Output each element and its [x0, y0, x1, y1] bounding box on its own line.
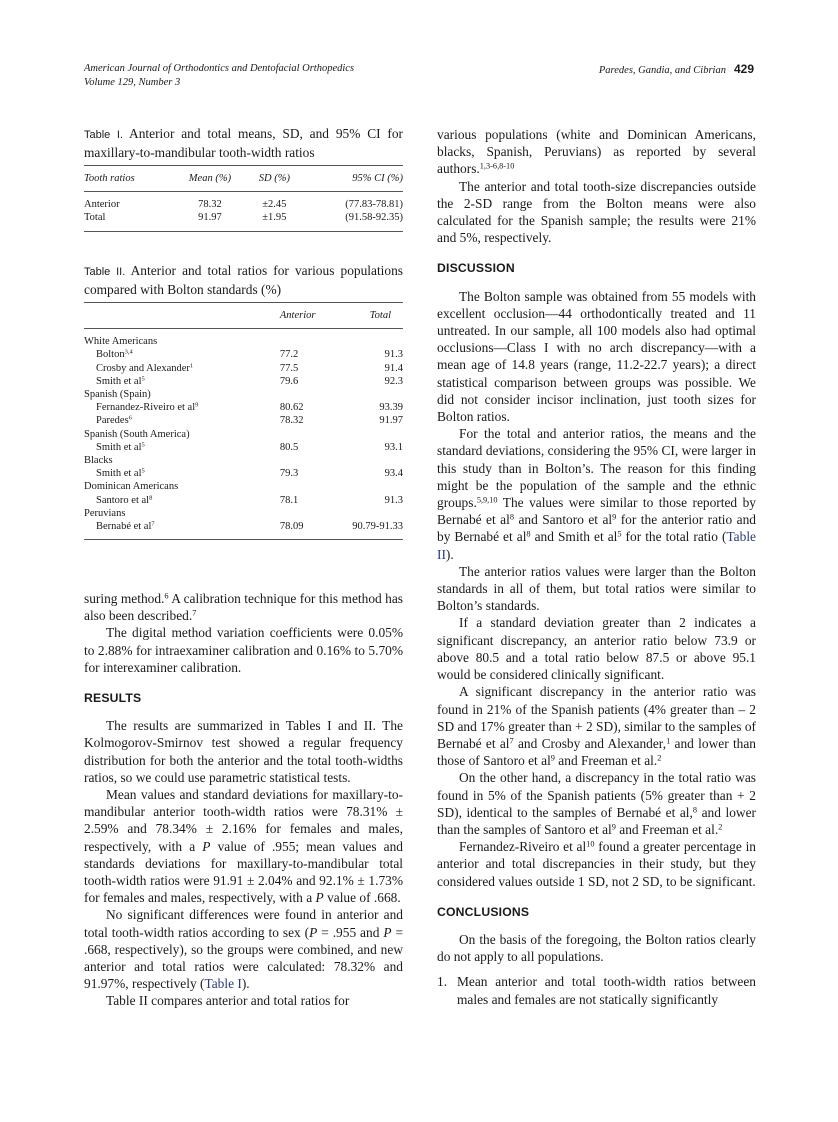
citation: 8	[149, 494, 153, 502]
paragraph	[437, 126, 756, 178]
source-name: Fernandez-Riveiro et al	[96, 402, 196, 414]
citation: 8	[509, 512, 514, 522]
column-header: Total	[336, 303, 403, 329]
running-header-left	[84, 62, 354, 90]
authors: Paredes, Gandia, and Cibrian	[598, 65, 726, 76]
list-text	[457, 973, 756, 1007]
anterior-cell: 77.5	[279, 362, 299, 374]
table-1-grid	[84, 165, 403, 232]
anterior-cell: 78.32	[279, 415, 304, 427]
table-reference-link[interactable]: Table II	[437, 529, 756, 562]
text-run: ).	[241, 976, 250, 992]
citation: 2	[718, 822, 723, 832]
text-run: and Crosby and Alexander,	[513, 735, 667, 751]
paragraph	[84, 624, 403, 676]
table-2-grid	[84, 302, 403, 540]
total-cell: 92.3	[384, 375, 403, 387]
section-heading: RESULTS	[84, 691, 142, 706]
table-cell: ±2.45	[262, 199, 287, 211]
text-run: and lower than the samples of Santoro et al	[437, 804, 756, 837]
table-1	[84, 125, 403, 232]
text-run: The digital method variation coefficients were 0.05% to 2.88% for intraexaminer calibration and 0.16% to 5.70% for interexaminer calibration.	[84, 625, 403, 675]
total-cell: 91.4	[384, 362, 403, 374]
total-cell: 93.1	[384, 441, 403, 453]
group-label: Spanish (South America)	[84, 428, 190, 440]
table-row	[84, 375, 403, 388]
citation: 9	[611, 822, 616, 832]
paragraph	[84, 906, 403, 992]
text-run: If a standard deviation greater than 2 indicates a significant discrepancy, an anterior ratio below 73.9 or above 80.5 and a total ratio below 87.5 or above 95.1 would be considered clinically significant.	[437, 615, 756, 683]
text-run: No significant differences were found in anterior and total tooth-width ratios according to sex (	[84, 907, 403, 940]
anterior-cell: 80.62	[279, 402, 304, 414]
italic-symbol: P	[309, 924, 318, 940]
table-1-label: Table I.	[84, 129, 123, 141]
text-run: and lower than those of Santoro et al	[437, 735, 756, 769]
paragraph	[84, 992, 403, 1009]
table-row	[84, 401, 403, 414]
citation: 10	[586, 839, 595, 849]
source-name: Smith et al	[96, 468, 142, 480]
table-1-title: Anterior and total means, SD, and 95% CI for maxillary-to-mandibular tooth-width ratios	[84, 126, 404, 160]
table-2-title: Anterior and total ratios for various populations compared with Bolton standards (%)	[84, 263, 403, 297]
source-name: Smith et al	[96, 441, 142, 453]
citation: 7	[192, 608, 197, 618]
text-run: = .955 and	[317, 924, 384, 940]
source-cell	[84, 362, 250, 375]
text-run: ).	[445, 546, 454, 562]
citation: 6	[128, 414, 132, 422]
citation: 6	[164, 591, 169, 601]
source-name: Crosby and Alexander	[96, 362, 190, 374]
anterior-cell: 79.3	[279, 468, 299, 480]
text-run: Fernandez-Riveiro et al	[459, 839, 587, 855]
citation: 1	[666, 736, 671, 746]
left-column-text	[84, 590, 403, 1010]
paragraph	[437, 838, 756, 890]
table-row	[84, 192, 403, 212]
citation: 8	[692, 805, 698, 815]
citation: 7	[151, 520, 155, 528]
column-header: Mean (%)	[173, 166, 247, 192]
table-2-caption	[84, 262, 403, 298]
group-label: Dominican Americans	[84, 481, 179, 493]
total-cell: 93.39	[379, 402, 403, 414]
table-row	[84, 494, 403, 507]
citation: 8	[526, 529, 531, 539]
table-cell: 91.97	[173, 211, 247, 231]
text-run: various populations (white and Dominican Americans, blacks, Spanish, Peruvians) as reported by several authors.	[437, 127, 756, 177]
source-cell	[84, 467, 250, 480]
source-cell	[84, 441, 250, 454]
right-column-text	[437, 126, 756, 1008]
text-run: for the total ratio (	[621, 529, 727, 545]
citation: 9	[195, 401, 199, 409]
table-2-label: Table II.	[84, 266, 126, 278]
citation: 1	[189, 362, 194, 370]
citation: 5	[141, 375, 145, 383]
source-cell	[84, 494, 250, 507]
text-run: The anterior and total tooth-size discrepancies outside the 2-SD range from the Bolton means were also calculated for the Spanish sample; the results were 21% and 5%, respectively.	[437, 178, 756, 246]
italic-symbol: P	[383, 924, 392, 940]
paragraph	[84, 786, 403, 906]
table-row	[84, 467, 403, 480]
anterior-cell: 79.6	[279, 375, 299, 387]
text-run: found a greater percentage in anterior and total discrepancies in their study, but they considered values outside 1 SD, not 2 SD, to be significant.	[437, 839, 756, 889]
source-name: Bernabé et al	[96, 521, 152, 533]
citation: 5	[617, 529, 622, 539]
citation: 5	[141, 467, 145, 475]
table-group-row	[84, 507, 403, 520]
citation: 3,4	[124, 348, 133, 356]
paragraph	[437, 683, 756, 769]
citation: 5	[141, 441, 145, 449]
page-number: 429	[733, 62, 754, 76]
total-cell: 91.3	[384, 494, 403, 506]
paragraph	[437, 769, 756, 838]
column-header: 95% CI (%)	[302, 166, 403, 192]
source-cell	[84, 414, 250, 427]
column-header: Tooth ratios	[84, 166, 173, 192]
source-cell	[84, 401, 250, 414]
table-cell: (91.58-92.35)	[302, 211, 403, 231]
text-run: On the other hand, a discrepancy in the total ratio was found in 5% of the Spanish patients (5% greater than + 2 SD), identical to the samples of Bernabé et al,	[437, 770, 756, 820]
table-row	[84, 362, 403, 375]
text-run: = .668, respectively), so the groups were combined, and new anterior and total ratios were calculated: 78.32% and 91.97%, respectively (	[84, 924, 403, 992]
citation: 9	[550, 753, 555, 763]
paragraph	[437, 931, 756, 965]
table-group-row	[84, 329, 403, 349]
section-heading: DISCUSSION	[437, 261, 515, 276]
text-run: Table II compares anterior and total ratios for	[106, 993, 350, 1009]
text-run: and Freeman et al.	[615, 821, 719, 837]
anterior-cell: 78.09	[250, 520, 336, 540]
table-group-row	[84, 454, 403, 467]
text-run: value of .955; mean values and standards deviations for maxillary-to-mandibular total tooth-width ratios were 91.91 ± 2.04% and 92.1% ± 1.73% for females and males, respectively, with a	[84, 838, 403, 906]
source-cell	[84, 520, 250, 540]
citation: 9	[612, 512, 617, 522]
table-cell: (77.83-78.81)	[345, 199, 403, 211]
table-row	[84, 441, 403, 454]
section-heading: CONCLUSIONS	[437, 904, 530, 919]
group-label: White Americans	[84, 336, 158, 348]
citation: 5,9,10	[476, 495, 498, 505]
table-1-caption	[84, 125, 403, 161]
table-group-row	[84, 428, 403, 441]
table-2	[84, 262, 403, 540]
total-cell: 91.97	[379, 415, 403, 427]
column-header: Anterior	[250, 303, 336, 329]
citation: 1,3-6,8-10	[479, 161, 515, 171]
running-header-right	[599, 62, 754, 78]
italic-symbol: P	[315, 890, 324, 906]
anterior-cell: 78.1	[279, 494, 299, 506]
paragraph	[437, 288, 756, 426]
text-run: and Freeman et al.	[554, 753, 658, 769]
source-name: Bolton	[96, 349, 125, 361]
text-run: Mean anterior and total tooth-width ratios between males and females are not statically significantly	[457, 974, 756, 1007]
total-cell: 93.4	[384, 468, 403, 480]
journal-volume: Volume 129, Number 3	[84, 77, 181, 88]
text-run: value of .668.	[323, 890, 401, 906]
group-label: Blacks	[84, 455, 113, 467]
paragraph	[437, 614, 756, 683]
text-run: On the basis of the foregoing, the Bolton ratios clearly do not apply to all populations.	[437, 931, 756, 965]
table-cell: Total	[84, 211, 173, 231]
citation: 7	[509, 736, 514, 746]
table-row	[84, 348, 403, 361]
source-cell	[84, 375, 250, 388]
text-run: The values were similar to those reported by Bernabé et al	[437, 495, 756, 528]
source-name: Smith et al	[96, 375, 142, 387]
paragraph	[437, 563, 756, 615]
paragraph	[84, 590, 403, 624]
citation: 2	[657, 753, 662, 763]
anterior-cell: 80.5	[279, 441, 299, 453]
text-run: Mean values and standard deviations for maxillary-to-mandibular anterior tooth-width ratios were 78.31% ± 2.59% and 78.34% ± 2.16% for females and males, respectively, with a	[84, 787, 403, 854]
text-run: A calibration technique for this method has also been described.	[84, 591, 403, 624]
text-run: for the anterior ratio and by Bernabé et al	[437, 512, 756, 545]
total-cell: 90.79-91.33	[336, 520, 403, 540]
table-row	[84, 414, 403, 427]
table-group-row	[84, 388, 403, 401]
source-name: Santoro et al	[96, 494, 150, 506]
text-run: and Santoro et al	[514, 512, 613, 528]
text-run: The anterior ratios values were larger than the Bolton standards in all of them, but total ratios were similar to Bolton’s standards.	[437, 563, 756, 614]
table-group-row	[84, 480, 403, 493]
journal-title: American Journal of Orthodontics and Dentofacial Orthopedics	[84, 63, 355, 74]
group-label: Peruvians	[84, 507, 126, 519]
table-cell: ±1.95	[247, 211, 302, 231]
paragraph	[84, 717, 403, 786]
table-reference-link[interactable]: Table I	[204, 976, 242, 992]
text-run: The Bolton sample was obtained from 55 models with excellent occlusion—44 orthodontically treated and 11 untreated. In our sample, all 100 models also had optimal occlusions—Class I with no arch discrepancy—with a mean age of 14.8 years (range, 11.2-22.7 years); a direct statistical comparison between groups was possible. We did not consider incisor inclination, just tooth sizes for Bolton ratios.	[437, 288, 756, 425]
column-header	[84, 303, 250, 329]
table-row	[84, 211, 403, 231]
table-cell: Anterior	[84, 199, 120, 211]
text-run: suring method.	[84, 591, 165, 606]
paragraph	[437, 178, 756, 247]
total-cell: 91.3	[384, 349, 403, 361]
table-row	[84, 520, 403, 540]
text-run: The results are summarized in Tables I and II. The Kolmogorov-Smirnov test showed a regular frequency distribution for both the anterior and the total tooth-widths ratios, so we could use parametric statistical tests.	[84, 718, 403, 785]
list-item	[437, 973, 756, 1007]
source-name: Paredes	[96, 415, 129, 427]
paragraph	[437, 425, 756, 563]
group-label: Spanish (Spain)	[84, 389, 151, 401]
text-run: and Smith et al	[530, 529, 618, 545]
list-number: 1.	[437, 974, 448, 990]
source-cell	[84, 348, 250, 361]
text-run: For the total and anterior ratios, the means and the standard deviations, considering the 95% CI, were larger in this study than in Bolton’s. The reason for this finding might be the population of the sample and the ethnic groups.	[437, 426, 756, 511]
table-cell: 78.32	[198, 199, 222, 211]
italic-symbol: P	[202, 838, 211, 854]
text-run: A significant discrepancy in the anterior ratio was found in 21% of the Spanish patients (4% greater than – 2 SD and 17% greater than + 2 SD), similar to the samples of Bernabé et al	[437, 684, 756, 751]
anterior-cell: 77.2	[279, 349, 299, 361]
column-header: SD (%)	[247, 166, 302, 192]
